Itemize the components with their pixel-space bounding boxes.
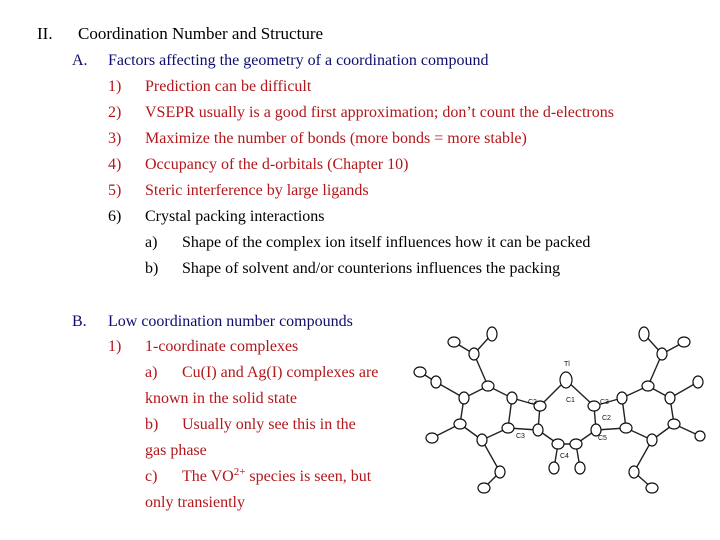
item-number: 1) [108, 78, 122, 95]
list-item: Occupancy of the d-orbitals (Chapter 10) [145, 156, 409, 173]
list-item: VSEPR usually is a good first approximation; don’t count the d-electrons [145, 104, 614, 121]
carbon-atom [570, 439, 582, 449]
item-number: 6) [108, 208, 122, 225]
subitem-letter: b) [145, 416, 159, 433]
part-b-heading: Low coordination number compounds [108, 313, 353, 330]
carbon-atom [469, 348, 479, 360]
subitem-letter: a) [145, 364, 158, 381]
carbon-atom [617, 392, 627, 404]
item-number: 5) [108, 182, 122, 199]
atom-label: C5 [598, 435, 607, 442]
part-a-letter: A. [72, 52, 88, 69]
subitem-letter: a) [145, 234, 158, 251]
atom-label: C3 [600, 399, 609, 406]
carbon-atom [533, 424, 543, 436]
list-item: 1-coordinate complexes [145, 338, 299, 355]
sub-list-item: Usually only see this in the [182, 416, 356, 433]
sub-list-item [182, 467, 371, 487]
subitem-letter: b) [145, 260, 159, 277]
carbon-atom [549, 462, 559, 474]
item-number: 2) [108, 104, 122, 121]
carbon-atom [502, 423, 514, 433]
list-item: Steric interference by large ligands [145, 182, 369, 199]
sub-list-item: Shape of solvent and/or counterions influences the packing [182, 260, 561, 277]
carbon-atom [588, 401, 600, 411]
carbon-atom [426, 433, 438, 443]
list-item: Prediction can be difficult [145, 78, 312, 95]
carbon-atom [668, 419, 680, 429]
carbon-atom [477, 434, 487, 446]
carbon-atom [414, 367, 426, 377]
carbon-atom [575, 462, 585, 474]
list-item: Maximize the number of bonds (more bonds = more stable) [145, 130, 527, 147]
molecular-structure-figure [408, 308, 708, 498]
vo-prefix: The VO [182, 468, 234, 485]
carbon-atom [620, 423, 632, 433]
atom-label: C2 [528, 399, 537, 406]
carbon-atom [454, 419, 466, 429]
item-number: 4) [108, 156, 122, 173]
sub-list-item: Shape of the complex ion itself influences how it can be packed [182, 234, 591, 251]
atom-label: C1 [566, 397, 575, 404]
carbon-atom [647, 434, 657, 446]
sub-list-item: Cu(I) and Ag(I) complexes are [182, 364, 379, 381]
vo-suffix: species is seen, but [245, 468, 372, 485]
carbon-atom [478, 483, 490, 493]
atom-label: C4 [560, 453, 569, 460]
carbon-atom [629, 466, 639, 478]
carbon-atom [646, 483, 658, 493]
thallium-atom [560, 372, 572, 388]
carbon-atom [487, 327, 497, 341]
sub-list-item-continued: known in the solid state [145, 390, 297, 407]
atom-ellipsoids [414, 327, 705, 493]
sub-list-item-continued: only transiently [145, 494, 245, 511]
carbon-atom [695, 431, 705, 441]
atom-label: C3 [516, 433, 525, 440]
section-title: Coordination Number and Structure [78, 24, 324, 43]
carbon-atom [448, 337, 460, 347]
part-b-letter: B. [72, 313, 87, 330]
carbon-atom [495, 466, 505, 478]
subitem-letter: c) [145, 468, 158, 485]
carbon-atom [431, 376, 441, 388]
atom-label: C2 [602, 415, 611, 422]
carbon-atom [459, 392, 469, 404]
list-item: Crystal packing interactions [145, 208, 325, 225]
sub-list-item-continued: gas phase [145, 442, 207, 459]
carbon-atom [552, 439, 564, 449]
charge-superscript: 2+ [233, 466, 246, 478]
carbon-atom [642, 381, 654, 391]
carbon-atom [507, 392, 517, 404]
part-a-heading: Factors affecting the geometry of a coordination compound [108, 52, 489, 69]
section-numeral: II. [37, 24, 53, 43]
atom-label: Tl [564, 361, 570, 368]
carbon-atom [665, 392, 675, 404]
carbon-atom [482, 381, 494, 391]
carbon-atom [657, 348, 667, 360]
carbon-atom [639, 327, 649, 341]
item-number: 3) [108, 130, 122, 147]
item-number: 1) [108, 338, 122, 355]
carbon-atom [678, 337, 690, 347]
carbon-atom [693, 376, 703, 388]
